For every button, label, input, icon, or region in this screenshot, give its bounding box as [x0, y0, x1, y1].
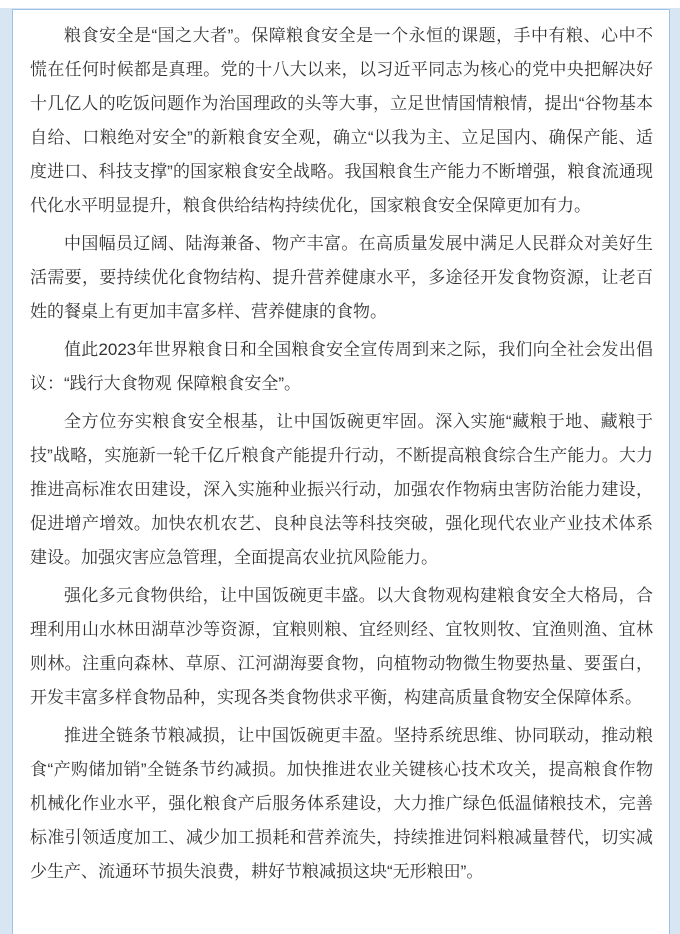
- paragraph-diversified-food-supply: 强化多元食物供给，让中国饭碗更丰盛。以大食物观构建粮食安全大格局，合理利用山水林田湖草沙等资源，宜粮则粮、宜经则经、宜牧则牧、宜渔则渔、宜林则林。注重向森林、草原、江河湖海要食物，向植物动物微生物要热量、要蛋白，开发丰富多样食物品种，实现各类食物供求平衡，构建高质量食物安全保障体系。: [30, 586, 653, 707]
- paragraph-china-resources: 中国幅员辽阔、陆海兼备、物产丰富。在高质量发展中满足人民群众对美好生活需要，要持续优化食物结构、提升营养健康水平，多途径开发食物资源，让老百姓的餐桌上有更加丰富多样、营养健康的食物。: [30, 234, 653, 321]
- document-page: [12, 9, 670, 934]
- paragraph-strengthen-foundation: 全方位夯实粮食安全根基，让中国饭碗更牢固。深入实施“藏粮于地、藏粮于技”战略，实施新一轮千亿斤粮食产能提升行动，不断提高粮食综合生产能力。大力推进高标准农田建设，深入实施种业振兴行动，加强农作物病虫害防治能力建设，促进增产增效。加快农机农艺、良种良法等科技突破，强化现代农业产业技术体系建设。加强灾害应急管理，全面提高农业抗风险能力。: [30, 412, 653, 567]
- paragraph-loss-reduction: 推进全链条节粮减损，让中国饭碗更丰盈。坚持系统思维、协同联动，推动粮食“产购储加销”全链条节约减损。加快推进农业关键核心技术攻关，提高粮食作物机械化作业水平，强化粮食产后服务体系建设，大力推广绿色低温储粮技术，完善标准引领适度加工、减少加工损耗和营养流失，持续推进饲料粮减量替代，切实减少生产、流通环节损失浪费，耕好节粮减损这块“无形粮田”。: [30, 726, 653, 881]
- paragraph-food-security-overview: 粮食安全是“国之大者”。保障粮食安全是一个永恒的课题，手中有粮、心中不慌在任何时候都是真理。党的十八大以来，以习近平同志为核心的党中央把解决好十几亿人的吃饭问题作为治国理政的头等大事，立足世情国情粮情，提出“谷物基本自给、口粮绝对安全”的新粮食安全观，确立“以我为主、立足国内、确保产能、适度进口、科技支撑”的国家粮食安全战略。我国粮食生产能力不断增强，粮食流通现代化水平明显提升，粮食供给结构持续优化，国家粮食安全保障更加有力。: [30, 26, 653, 215]
- paragraph-initiative-announcement: 值此2023年世界粮食日和全国粮食安全宣传周到来之际，我们向全社会发出倡议：“践行大食物观 保障粮食安全”。: [30, 340, 653, 393]
